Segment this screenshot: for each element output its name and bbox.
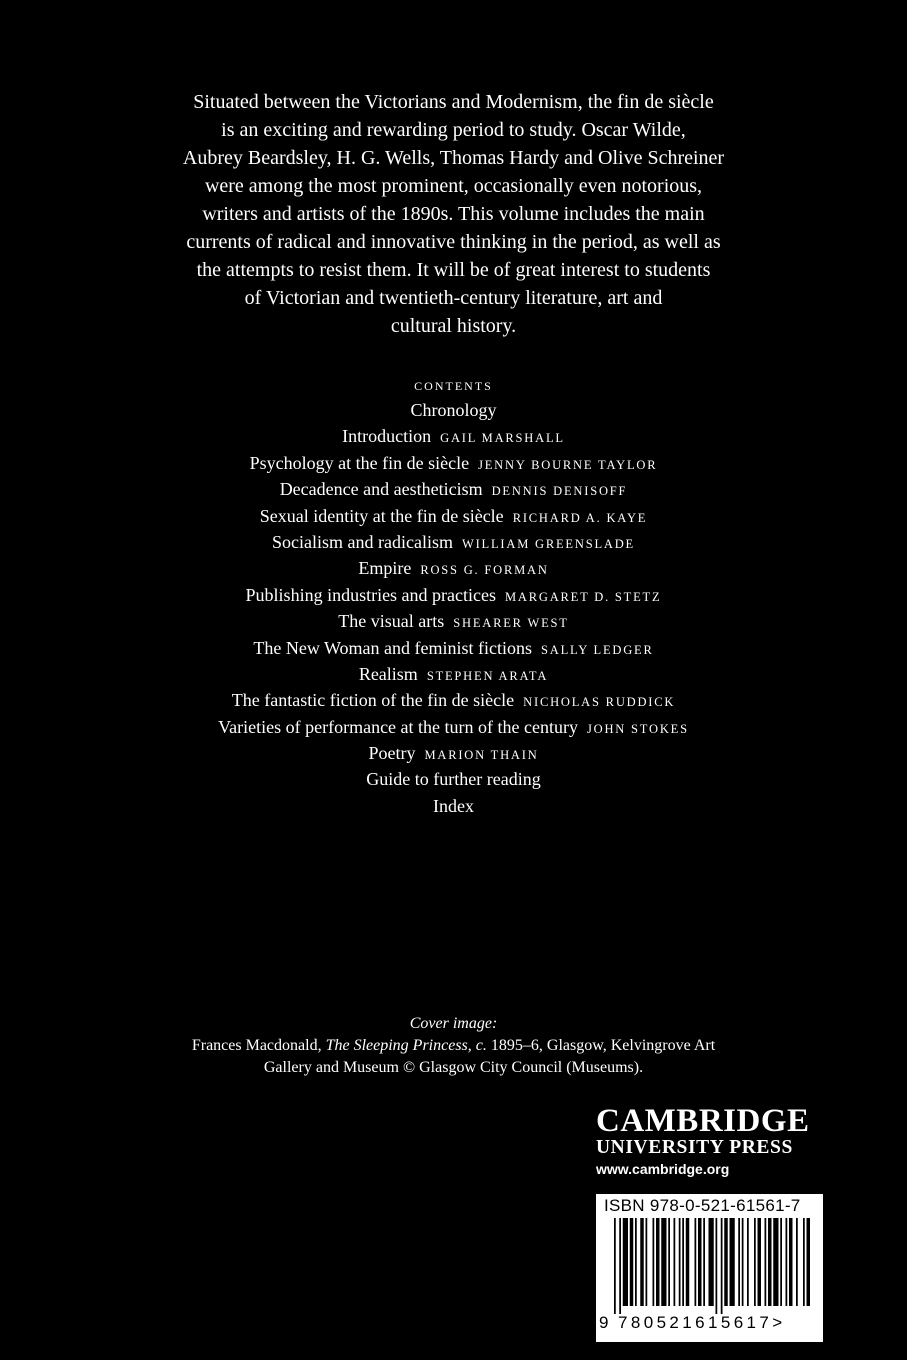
cover-credit	[150, 1013, 757, 1079]
toc-item	[0, 608, 907, 634]
blurb-line: is an exciting and rewarding period to study. Oscar Wilde,	[221, 119, 686, 141]
barcode-bar	[786, 1218, 788, 1306]
toc-author: JOHN STOKES	[586, 721, 689, 736]
barcode-bar	[630, 1218, 634, 1306]
barcode-bar	[721, 1218, 723, 1314]
barcode-bar	[682, 1218, 684, 1306]
barcode-bar	[754, 1218, 756, 1306]
toc-author: STEPHEN ARATA	[426, 668, 549, 683]
contents	[0, 375, 907, 819]
toc-title: Sexual identity at the fin de siècle	[259, 505, 504, 526]
barcode-bar	[661, 1218, 666, 1306]
ean-digits: 780521615617>	[618, 1313, 786, 1332]
barcode-bar	[709, 1218, 714, 1306]
barcode-bar	[623, 1218, 628, 1306]
barcode-bar	[619, 1218, 621, 1314]
toc-author: WILLIAM GREENSLADE	[461, 536, 635, 551]
barcode-bar	[803, 1218, 805, 1306]
toc-author: MARGARET D. STETZ	[505, 589, 662, 604]
barcode-bar	[640, 1218, 644, 1306]
toc-item	[0, 450, 907, 476]
barcode-bar	[668, 1218, 670, 1306]
barcode-bar	[780, 1218, 782, 1306]
barcode-bar	[674, 1218, 676, 1306]
barcode-bar	[773, 1218, 778, 1306]
toc-title: Realism	[358, 663, 418, 684]
blurb-line: writers and artists of the 1890s. This volume includes the main	[202, 203, 705, 225]
toc-item	[0, 529, 907, 555]
toc-item	[0, 740, 907, 766]
blurb-line: the attempts to resist them. It will be of great interest to students	[196, 259, 711, 281]
barcode-bar	[716, 1218, 718, 1314]
blurb-line: of Victorian and twentieth-century literature, art and	[244, 287, 663, 309]
barcode-bar	[724, 1218, 728, 1306]
toc-item	[0, 397, 907, 423]
toc-author: NICHOLAS RUDDICK	[523, 695, 676, 710]
toc-title: Index	[433, 795, 474, 816]
barcode-bar	[742, 1218, 744, 1306]
barcode-bar	[653, 1218, 655, 1306]
toc-item	[0, 661, 907, 687]
blurb-line: cultural history.	[390, 315, 517, 337]
barcode-bar	[656, 1218, 660, 1306]
toc-item	[0, 555, 907, 581]
barcode-bar	[768, 1218, 772, 1306]
contents-heading: CONTENTS	[414, 379, 493, 393]
barcode-bar	[679, 1218, 681, 1306]
toc-title: Poetry	[368, 743, 416, 764]
toc-item	[0, 503, 907, 529]
cover-line-1: Frances Macdonald, The Sleeping Princess, c. 1895–6, Glasgow, Kelvingrove Art	[191, 1037, 716, 1054]
toc-item	[0, 793, 907, 819]
toc-title: Decadence and aestheticism	[279, 479, 483, 500]
toc-author: DENNIS DENISOFF	[491, 484, 628, 499]
toc-title: Introduction	[342, 426, 432, 447]
toc-title: Chronology	[410, 400, 497, 420]
toc-title: Socialism and radicalism	[272, 531, 453, 552]
isbn-text: ISBN 978-0-521-61561-7	[604, 1196, 801, 1215]
barcode-bar	[686, 1218, 690, 1306]
contents-list	[0, 397, 907, 819]
ean-first-digit: 9	[599, 1313, 609, 1332]
barcode-bar	[703, 1218, 705, 1306]
barcode-bar	[738, 1218, 740, 1306]
toc-item	[0, 714, 907, 740]
cover-label: Cover image:	[409, 1015, 498, 1032]
barcode-bar	[789, 1218, 793, 1306]
toc-title: Guide to further reading	[366, 769, 541, 790]
blurb-line: currents of radical and innovative thinking in the period, as well as	[186, 231, 721, 253]
barcode-bar	[695, 1218, 697, 1306]
barcode-bar	[614, 1218, 616, 1314]
toc-title: The visual arts	[338, 611, 445, 632]
blurb-line: Aubrey Beardsley, H. G. Wells, Thomas Hardy and Olive Schreiner	[182, 147, 725, 169]
toc-item	[0, 766, 907, 792]
toc-item	[0, 476, 907, 502]
barcode-bar	[730, 1218, 735, 1306]
toc-author: GAIL MARSHALL	[440, 431, 565, 446]
publisher-url: www.cambridge.org	[596, 1161, 730, 1177]
barcode-bar	[646, 1218, 648, 1306]
toc-item	[0, 635, 907, 661]
barcode-bar	[758, 1218, 762, 1306]
toc-author: RICHARD A. KAYE	[512, 510, 648, 525]
barcode-bar	[635, 1218, 637, 1306]
toc-title: The fantastic fiction of the fin de siècle	[231, 690, 515, 711]
barcode-bar	[765, 1218, 767, 1306]
toc-item	[0, 423, 907, 449]
toc-item	[0, 687, 907, 713]
toc-author: SALLY LEDGER	[541, 642, 654, 657]
barcode-bars	[602, 1218, 816, 1314]
blurb-line: Situated between the Victorians and Modernism, the fin de siècle	[193, 91, 714, 113]
toc-title: Varieties of performance at the turn of the century	[218, 716, 578, 737]
barcode-bar	[747, 1218, 749, 1306]
blurb	[150, 88, 757, 340]
cover-line-2: Gallery and Museum © Glasgow City Council (Museums).	[263, 1059, 644, 1076]
publisher-press: UNIVERSITY PRESS	[596, 1137, 793, 1158]
publisher-block	[596, 1104, 836, 1180]
toc-title: Psychology at the fin de siècle	[249, 452, 470, 473]
toc-title: Empire	[358, 558, 412, 579]
cover-artwork-title: The Sleeping Princess	[325, 1037, 468, 1054]
publisher-name: CAMBRIDGE	[596, 1103, 810, 1139]
toc-title: The New Woman and feminist fictions	[253, 637, 533, 658]
barcode-bar	[807, 1218, 811, 1306]
barcode-bar	[698, 1218, 702, 1306]
barcode	[596, 1194, 823, 1342]
blurb-line: were among the most prominent, occasionally even notorious,	[204, 175, 703, 197]
toc-author: JENNY BOURNE TAYLOR	[478, 457, 658, 472]
toc-author: MARION THAIN	[424, 748, 539, 763]
toc-author: ROSS G. FORMAN	[420, 563, 549, 578]
toc-item	[0, 582, 907, 608]
toc-author: SHEARER WEST	[453, 616, 569, 631]
barcode-bar	[796, 1218, 798, 1306]
toc-title: Publishing industries and practices	[245, 584, 497, 605]
